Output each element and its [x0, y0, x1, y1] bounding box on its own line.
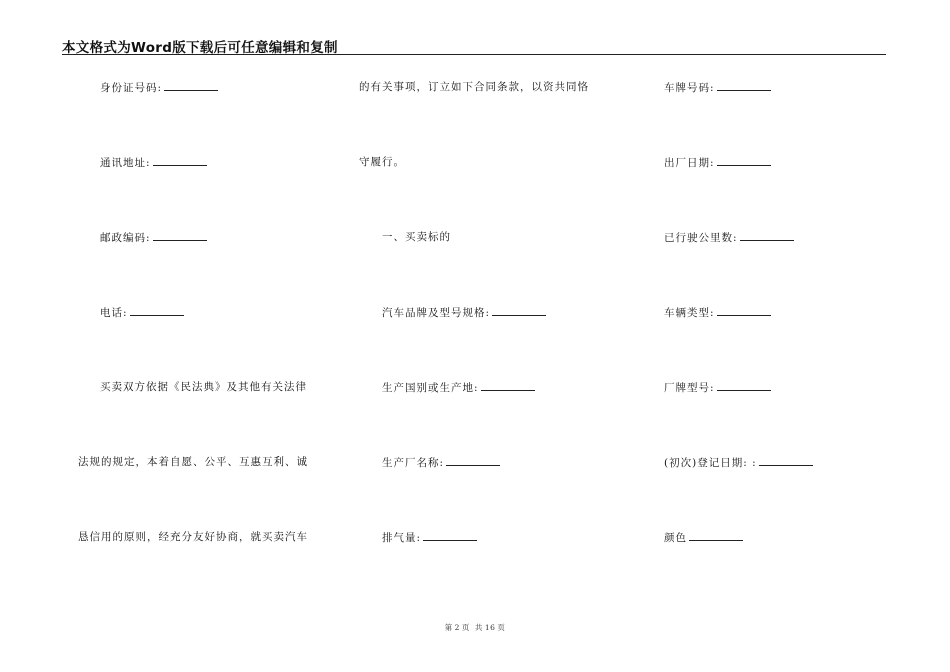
page-header	[62, 34, 886, 55]
address-field	[100, 154, 207, 170]
vehicle-type-blank[interactable]	[717, 304, 771, 316]
header-title: 本文格式为Word版下载后可任意编辑和复制	[62, 40, 338, 56]
footer-prefix: 第	[444, 623, 453, 632]
phone-label: 电话:	[100, 307, 128, 319]
color-field	[664, 529, 743, 545]
manufacturer-field	[382, 454, 500, 470]
id-number-blank[interactable]	[164, 79, 218, 91]
footer-total-word: 共	[474, 623, 483, 632]
footer-suffix: 页	[497, 623, 506, 632]
postal-code-blank[interactable]	[153, 229, 207, 241]
brand-type-blank[interactable]	[717, 379, 771, 391]
phone-blank[interactable]	[130, 304, 184, 316]
body-text-line: 恳信用的原则，经充分友好协商，就买卖汽车	[78, 531, 308, 543]
plate-number-field	[664, 79, 771, 95]
body-text-line: 法规的规定，本着自愿、公平、互惠互利、诚	[78, 456, 308, 468]
origin-blank[interactable]	[481, 379, 535, 391]
footer-page-word: 页	[461, 623, 470, 632]
body-text-line: 守履行。	[359, 156, 405, 168]
page-number: 2	[454, 623, 460, 632]
factory-date-field	[664, 154, 771, 170]
brand-model-field	[382, 304, 546, 320]
brand-model-blank[interactable]	[492, 304, 546, 316]
registration-date-field	[664, 454, 813, 470]
body-text-line: 买卖双方依据《民法典》及其他有关法律	[100, 381, 307, 393]
address-blank[interactable]	[153, 154, 207, 166]
address-label: 通讯地址:	[100, 157, 151, 169]
body-text-line: 的有关事项，订立如下合同条款，以资共同恪	[359, 81, 589, 93]
postal-code-field	[100, 229, 207, 245]
displacement-field	[382, 529, 477, 545]
mileage-blank[interactable]	[740, 229, 794, 241]
displacement-blank[interactable]	[423, 529, 477, 541]
section-heading: 一、买卖标的	[382, 231, 451, 243]
id-number-label: 身份证号码:	[100, 82, 163, 94]
manufacturer-label: 生产厂名称:	[382, 457, 445, 469]
vehicle-type-label: 车辆类型:	[664, 307, 715, 319]
brand-type-field	[664, 379, 771, 395]
color-blank[interactable]	[689, 529, 743, 541]
origin-label: 生产国别或生产地:	[382, 382, 479, 394]
registration-date-label: (初次)登记日期: :	[664, 457, 757, 469]
origin-field	[382, 379, 535, 395]
postal-code-label: 邮政编码:	[100, 232, 151, 244]
vehicle-type-field	[664, 304, 771, 320]
plate-number-blank[interactable]	[717, 79, 771, 91]
manufacturer-blank[interactable]	[446, 454, 500, 466]
phone-field	[100, 304, 184, 320]
id-number-field	[100, 79, 218, 95]
factory-date-label: 出厂日期:	[664, 157, 715, 169]
color-label: 颜色	[664, 532, 687, 544]
mileage-label: 已行驶公里数:	[664, 232, 738, 244]
mileage-field	[664, 229, 794, 245]
displacement-label: 排气量:	[382, 532, 422, 544]
brand-type-label: 厂牌型号:	[664, 382, 715, 394]
brand-model-label: 汽车品牌及型号规格:	[382, 307, 491, 319]
factory-date-blank[interactable]	[717, 154, 771, 166]
page-footer	[0, 622, 950, 633]
registration-date-blank[interactable]	[759, 454, 813, 466]
plate-number-label: 车牌号码:	[664, 82, 715, 94]
total-pages: 16	[484, 623, 496, 632]
